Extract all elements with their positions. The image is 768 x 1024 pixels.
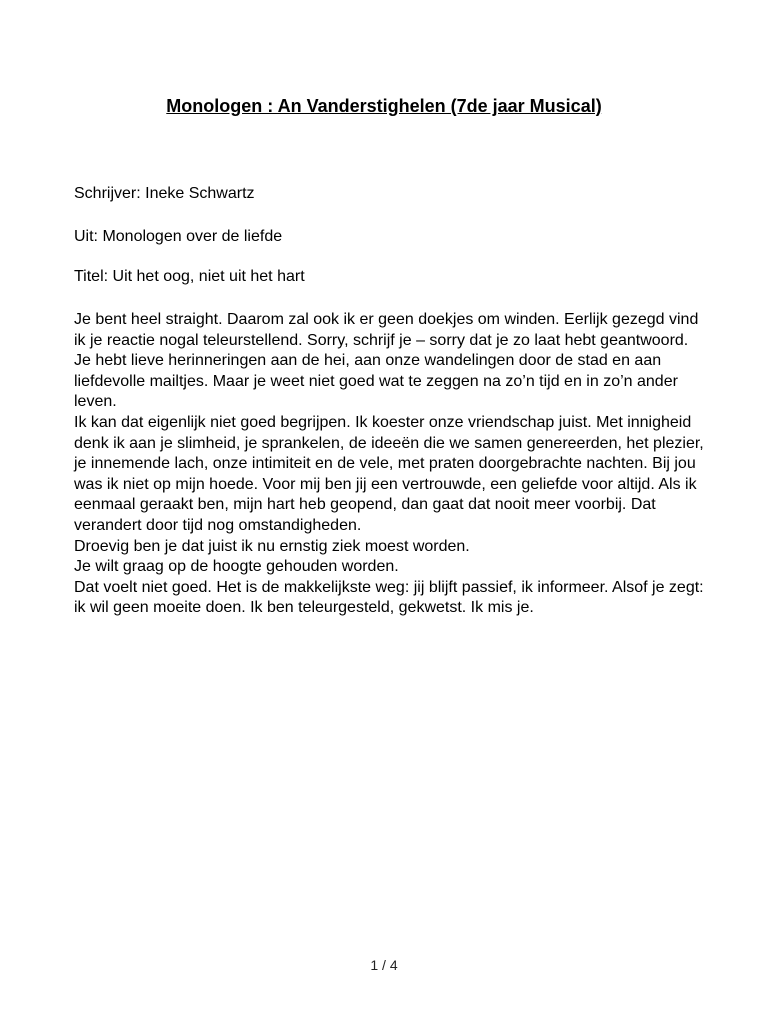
paragraph: Dat voelt niet goed. Het is de makkelijkste weg: jij blijft passief, ik informeer. Alsof je zegt: ik wil geen moeite doen. Ik ben teleurgesteld, gekwetst. Ik mis je. bbox=[74, 578, 704, 617]
writer-line: Schrijver: Ineke Schwartz bbox=[74, 185, 255, 202]
paragraph: Droevig ben je dat juist ik nu ernstig ziek moest worden. bbox=[74, 537, 470, 555]
piece-title-line: Titel: Uit het oog, niet uit het hart bbox=[74, 268, 305, 285]
document-title: Monologen : An Vanderstighelen (7de jaar Musical) bbox=[166, 96, 602, 116]
paragraph: Je wilt graag op de hoogte gehouden worden. bbox=[74, 558, 399, 576]
paragraph: Ik kan dat eigenlijk niet goed begrijpen. Ik koester onze vriendschap juist. Met innigheid denk ik aan je slimheid, je sprankelen, de ideeën die we samen genereerden, het plezier, je innemende lach, onze intimiteit en de vele, met praten doorgebrachte nachten. Bij jou was ik niet op mijn hoede. Voor mij ben jij een vertrouwde, een geliefde voor altijd. Als ik eenmaal geraakt ben, mijn hart heb geopend, dan gaat dat nooit meer voorbij. Dat verandert door tijd nog omstandigheden. bbox=[74, 413, 704, 534]
page-number: 1 / 4 bbox=[370, 957, 398, 973]
source-line: Uit: Monologen over de liefde bbox=[74, 228, 283, 245]
paragraph: Je bent heel straight. Daarom zal ook ik er geen doekjes om winden. Eerlijk gezegd vind ik je reactie nogal teleurstellend. Sorry, schrijf je – sorry dat je zo laat hebt geantwoord. Je hebt lieve herinneringen aan de hei, aan onze wandelingen door de stad en aan liefdevolle mailtjes. Maar je weet niet goed wat te zeggen na zo’n tijd en in zo’n ander leven. bbox=[74, 311, 699, 411]
monologue-text bbox=[74, 310, 704, 619]
